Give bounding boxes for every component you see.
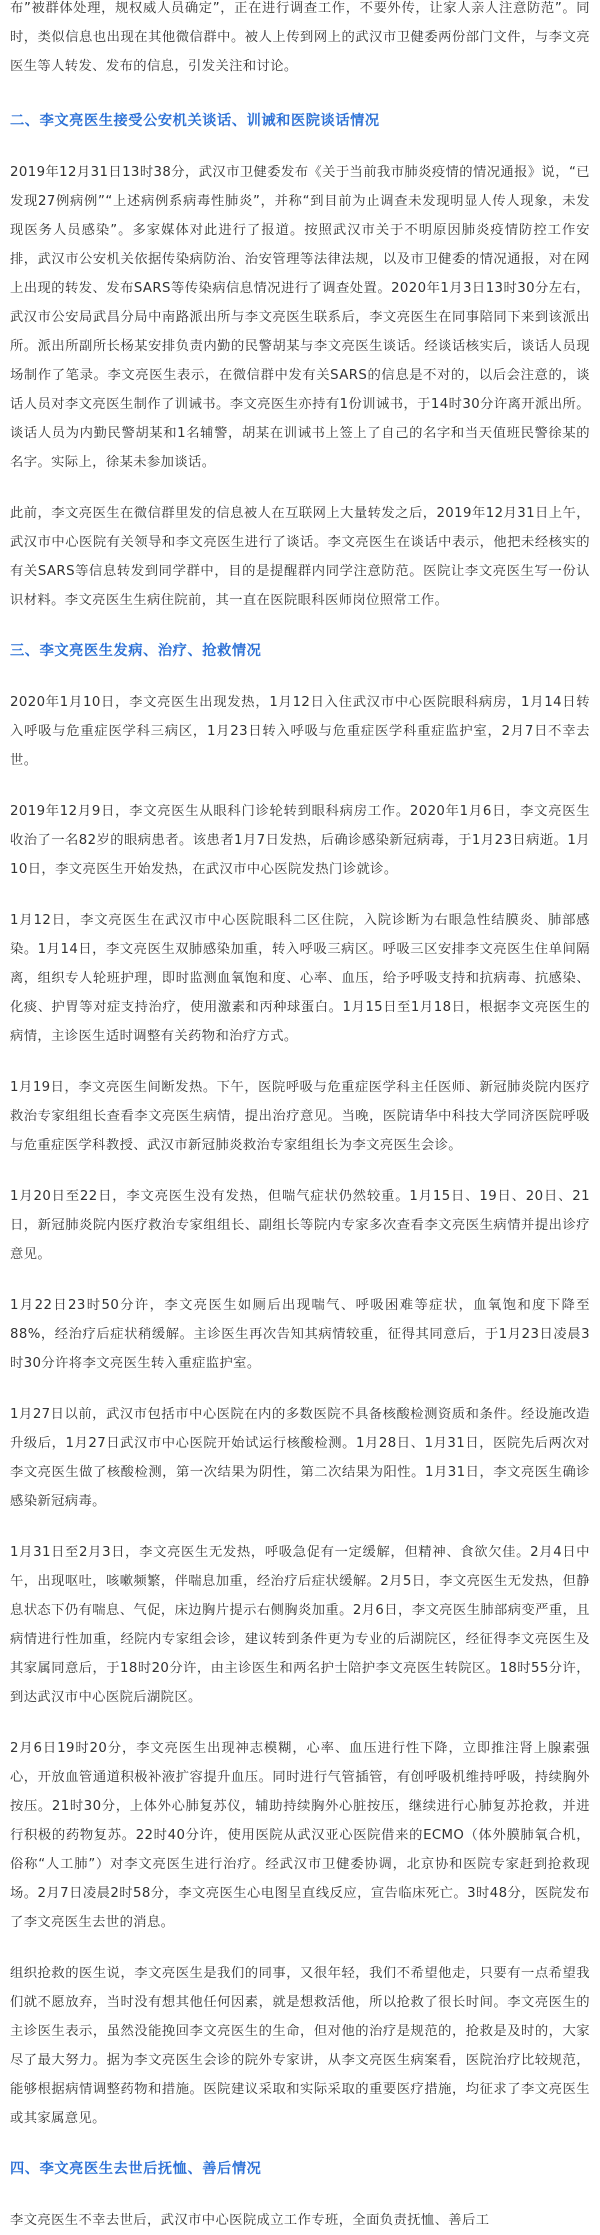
paragraph: 1月31日至2月3日，李文亮医生无发热，呼吸急促有一定缓解，但精神、食欲欠佳。2月4日中午，出现呕吐，咳嗽频繁，伴喘息加重，经治疗后症状缓解。2月5日，李文亮医生无发热，但静息状态下仍有喘息、气促，床边胸片提示右侧胸炎加重。2月6日，李文亮医生肺部病变严重，且病情进行性加重，经院内专家组会诊，建议转到条件更为专业的后湖院区，经征得李文亮医生及其家属同意后，于18时20分许，由主诊医生和两名护士陪护李文亮医生转院区。18时55分许，到达武汉市中心医院后湖院区。 (10, 1545, 590, 1705)
section-heading-3: 三、李文亮医生发病、治疗、抢救情况 (10, 643, 262, 659)
paragraph: 2020年1月10日，李文亮医生出现发热，1月12日入住武汉市中心医院眼科病房，1月14日转入呼吸与危重症医学科三病区，1月23日转入呼吸与危重症医学科重症监护室，2月7日不幸去世。 (10, 695, 590, 768)
paragraph: 1月27日以前，武汉市包括市中心医院在内的多数医院不具备核酸检测资质和条件。经设施改造升级后，1月27日武汉市中心医院开始试运行核酸检测。1月28日、1月31日，医院先后两次对李文亮医生做了核酸检测，第一次结果为阴性，第二次结果为阳性。1月31日，李文亮医生确诊感染新冠病毒。 (10, 1407, 590, 1509)
paragraph: 组织抢救的医生说，李文亮医生是我们的同事，又很年轻，我们不希望他走，只要有一点希望我们就不愿放弃，当时没有想其他任何因素，就是想救活他，所以抢救了很长时间。李文亮医生的主诊医生表示，虽然没能挽回李文亮医生的生命，但对他的治疗是规范的，抢救是及时的，大家尽了最大努力。据为李文亮医生会诊的院外专家讲，从李文亮医生病案看，医院治疗比较规范，能够根据病情调整药物和措施。医院建议采取和实际采取的重要医疗措施，均征求了李文亮医生或其家属意见。 (10, 1966, 590, 2126)
paragraph: 1月22日23时50分许，李文亮医生如厕后出现喘气、呼吸困难等症状，血氧饱和度下降至88%，经治疗后症状稍缓解。主诊医生再次告知其病情较重，征得其同意后，于1月23日凌晨3时30分许将李文亮医生转入重症监护室。 (10, 1298, 590, 1371)
paragraph: 2月6日19时20分，李文亮医生出现神志模糊，心率、血压进行性下降，立即推注肾上腺素强心，开放血管通道积极补液扩容提升血压。同时进行气管插管，有创呼吸机维持呼吸，持续胸外按压。21时30分，上体外心肺复苏仪，辅助持续胸外心脏按压，继续进行心肺复苏抢救，并进行积极的药物复苏。22时40分许，使用医院从武汉亚心医院借来的ECMO（体外膜肺氧合机，俗称“人工肺”）对李文亮医生进行治疗。经武汉市卫健委协调，北京协和医院专家赶到抢救现场。2月7日凌晨2时58分，李文亮医生心电图呈直线反应，宣告临床死亡。3时48分，医院发布了李文亮医生去世的消息。 (10, 1741, 590, 1930)
paragraph: 此前，李文亮医生在微信群里发的信息被人在互联网上大量转发之后，2019年12月31日上午，武汉市中心医院有关领导和李文亮医生进行了谈话。李文亮医生在谈话中表示，他把未经核实的有关SARS等信息转发到同学群中，目的是提醒群内同学注意防范。医院让李文亮医生写一份认识材料。李文亮医生生病住院前，其一直在医院眼科医师岗位照常工作。 (10, 506, 590, 608)
paragraph: 1月19日，李文亮医生间断发热。下午，医院呼吸与危重症医学科主任医师、新冠肺炎院内医疗救治专家组组长查看李文亮医生病情，提出治疗意见。当晚，医院请华中科技大学同济医院呼吸与危重症医学科教授、武汉市新冠肺炎救治专家组组长为李文亮医生会诊。 (10, 1080, 590, 1153)
paragraph: 1月12日，李文亮医生在武汉市中心医院眼科二区住院，入院诊断为右眼急性结膜炎、肺部感染。1月14日，李文亮医生双肺感染加重，转入呼吸三病区。呼吸三区安排李文亮医生住单间隔离，组织专人轮班护理，即时监测血氧饱和度、心率、血压，给予呼吸支持和抗病毒、抗感染、化痰、护胃等对症支持治疗，使用激素和丙种球蛋白。1月15日至1月18日，根据李文亮医生的病情，主诊医生适时调整有关药物和治疗方式。 (10, 913, 590, 1044)
paragraph-intro-tail: 布”被群体处理，规权威人员确定”，正在进行调查工作，不要外传，让家人亲人注意防范”。同时，类似信息也出现在其他微信群中。被人上传到网上的武汉市卫健委两份部门文件，与李文亮医生等人转发、发布的信息，引发关注和讨论。 (10, 1, 590, 74)
section-heading-4: 四、李文亮医生去世后抚恤、善后情况 (10, 2161, 262, 2177)
paragraph: 1月20日至22日，李文亮医生没有发热，但喘气症状仍然较重。1月15日、19日、20日、21日，新冠肺炎院内医疗救治专家组组长、副组长等院内专家多次查看李文亮医生病情并提出诊疗意见。 (10, 1189, 590, 1262)
section-heading-2: 二、李文亮医生接受公安机关谈话、训诫和医院谈话情况 (10, 113, 380, 129)
paragraph: 2019年12月9日，李文亮医生从眼科门诊轮转到眼科病房工作。2020年1月6日，李文亮医生收治了一名82岁的眼病患者。该患者1月7日发热，后确诊感染新冠病毒，于1月23日病逝。1月10日，李文亮医生开始发热，在武汉市中心医院发热门诊就诊。 (10, 804, 590, 877)
paragraph-cut-off: 李文亮医生不幸去世后，武汉市中心医院成立工作专班，全面负责抚恤、善后工 (10, 2213, 490, 2228)
paragraph: 2019年12月31日13时38分，武汉市卫健委发布《关于当前我市肺炎疫情的情况通报》说，“已发现27例病例”“上述病例系病毒性肺炎”，并称“到目前为止调查未发现明显人传人现象，未发现医务人员感染”。多家媒体对此进行了报道。按照武汉市关于不明原因肺炎疫情防控工作安排，武汉市公安机关依据传染病防治、治安管理等法律法规，以及市卫健委的情况通报，对在网上出现的转发、发布SARS等传染病信息情况进行了调查处置。2020年1月3日13时30分左右，武汉市公安局武昌分局中南路派出所与李文亮医生联系后，李文亮医生在同事陪同下来到该派出所。派出所副所长杨某安排负责内勤的民警胡某与李文亮医生谈话。经谈话核实后，谈话人员现场制作了笔录。李文亮医生表示，在微信群中发有关SARS的信息是不对的，以后会注意的，谈话人员对李文亮医生制作了训诫书。李文亮医生亦持有1份训诫书，于14时30分许离开派出所。谈话人员为内勤民警胡某和1名辅警，胡某在训诫书上签上了自己的名字和当天值班民警徐某的名字。实际上，徐某未参加谈话。 (10, 165, 590, 470)
